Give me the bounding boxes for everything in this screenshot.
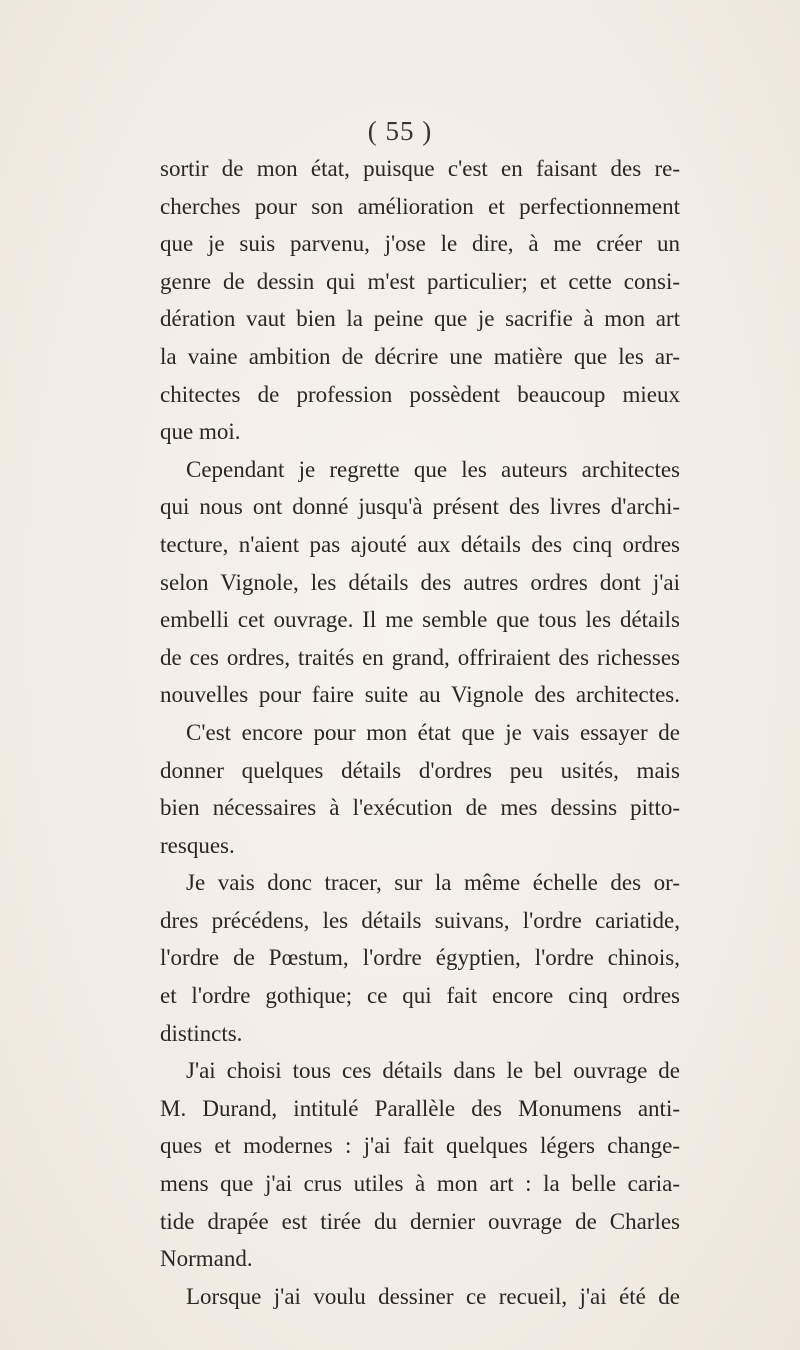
text-line: Cependant je regrette que les auteurs architectes: [186, 456, 680, 482]
text-line: donner quelques détails d'ordres peu usités, mais: [160, 757, 680, 783]
text-line: l'ordre de Pœstum, l'ordre égyptien, l'ordre chinois,: [160, 945, 680, 971]
text-line: resques.: [160, 832, 235, 858]
text-line: que moi.: [160, 419, 241, 445]
text-line: Lorsque j'ai voulu dessiner ce recueil, j'ai été de: [186, 1283, 680, 1309]
text-line: dération vaut bien la peine que je sacrifie à mon art: [160, 306, 680, 332]
text-line: que je suis parvenu, j'ose le dire, à me créer un: [160, 231, 680, 257]
body-text: [160, 150, 680, 1315]
page-number: ( 55 ): [367, 116, 433, 146]
text-line: embelli cet ouvrage. Il me semble que tous les détails: [160, 607, 680, 633]
text-line: M. Durand, intitulé Parallèle des Monumens anti-: [160, 1095, 680, 1121]
text-line: bien nécessaires à l'exécution de mes dessins pitto-: [160, 795, 680, 821]
text-line: J'ai choisi tous ces détails dans le bel ouvrage de: [186, 1058, 680, 1084]
text-line: dres précédens, les détails suivans, l'ordre cariatide,: [160, 907, 680, 933]
text-line: Normand.: [160, 1246, 253, 1272]
text-line: genre de dessin qui m'est particulier; et cette consi-: [160, 268, 680, 294]
text-line: nouvelles pour faire suite au Vignole des architectes.: [160, 682, 680, 708]
text-line: Je vais donc tracer, sur la même échelle des or-: [186, 870, 680, 896]
text-line: selon Vignole, les détails des autres ordres dont j'ai: [160, 569, 680, 595]
text-line: mens que j'ai crus utiles à mon art : la belle caria-: [160, 1171, 680, 1197]
text-line: ques et modernes : j'ai fait quelques légers change-: [160, 1133, 680, 1159]
text-line: chitectes de profession possèdent beaucoup mieux: [160, 381, 680, 407]
text-line: sortir de mon état, puisque c'est en faisant des re-: [160, 156, 680, 181]
text-line: C'est encore pour mon état que je vais essayer de: [186, 719, 680, 745]
text-line: distincts.: [160, 1020, 243, 1046]
text-line: et l'ordre gothique; ce qui fait encore cinq ordres: [160, 983, 680, 1009]
text-line: qui nous ont donné jusqu'à présent des livres d'archi-: [160, 494, 680, 520]
text-line: de ces ordres, traités en grand, offriraient des richesses: [160, 644, 680, 670]
text-line: la vaine ambition de décrire une matière que les ar-: [160, 343, 680, 369]
text-line: tide drapée est tirée du dernier ouvrage de Charles: [160, 1208, 680, 1234]
text-line: cherches pour son amélioration et perfectionnement: [160, 193, 680, 219]
text-line: tecture, n'aient pas ajouté aux détails des cinq ordres: [160, 531, 680, 557]
